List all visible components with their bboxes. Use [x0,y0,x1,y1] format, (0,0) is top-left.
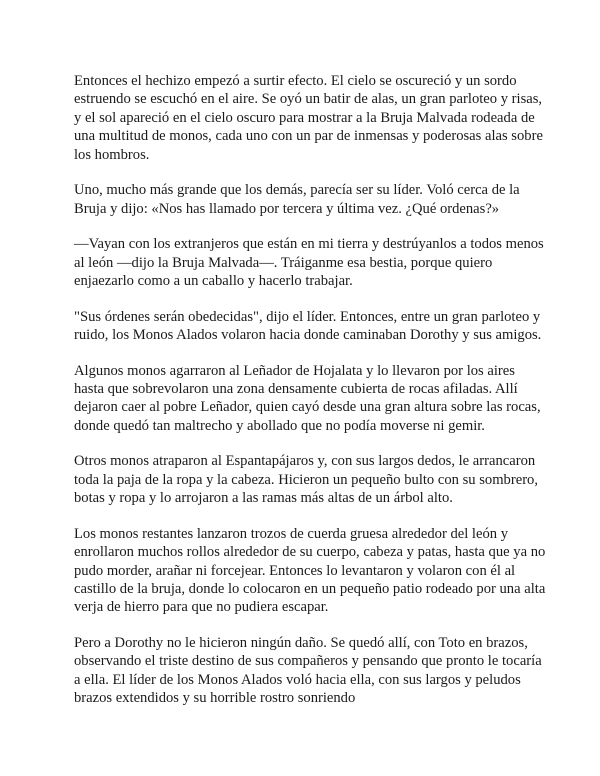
paragraph-4: "Sus órdenes serán obedecidas", dijo el líder. Entonces, entre un gran parloteo y ruido, los Monos Alados volaron hacia donde caminaban Dorothy y sus amigos. [74,308,542,344]
document-page [74,72,546,708]
paragraph-5: Algunos monos agarraron al Leñador de Hojalata y lo llevaron por los aires hasta que sobrevolaron una zona densamente cubierta de rocas afiladas. Allí dejaron caer al pobre Leñador, quien cayó desde una gran altura sobre las rocas, donde quedó tan maltrecho y abollado que no podía moverse ni gemir. [74,362,541,434]
paragraph-2: Uno, mucho más grande que los demás, parecía ser su líder. Voló cerca de la Bruja y dijo: «Nos has llamado por tercera y última vez. ¿Qué ordenas?» [74,182,520,217]
paragraph-7: Los monos restantes lanzaron trozos de cuerda gruesa alrededor del león y enrollaron muchos rollos alrededor de su cuerpo, cabeza y patas, hasta que ya no pudo morder, arañar ni forcejear. Entonces lo levantaron y volaron con él al castillo de la bruja, donde lo colocaron en un pequeño patio rodeado por una alta verja de hierro para que no pudiera escapar. [74,525,546,616]
paragraph-6: Otros monos atraparon al Espantapájaros y, con sus largos dedos, le arrancaron toda la paja de la ropa y la cabeza. Hicieron un pequeño bulto con su sombrero, botas y ropa y lo arrojaron a las ramas más altas de un árbol alto. [74,453,538,507]
paragraph-3: —Vayan con los extranjeros que están en mi tierra y destrúyanlos a todos menos al león —dijo la Bruja Malvada—. Tráiganme esa bestia, porque quiero enjaezarlo como a un caballo y hacerlo trabajar. [74,236,544,290]
paragraph-1: Entonces el hechizo empezó a surtir efecto. El cielo se oscureció y un sordo estruendo se escuchó en el aire. Se oyó un batir de alas, un gran parloteo y risas, y el sol apareció en el cielo oscuro para mostrar a la Bruja Malvada rodeada de una multitud de monos, cada uno con un par de inmensas y poderosas alas sobre los hombros. [74,73,543,163]
paragraph-8: Pero a Dorothy no le hicieron ningún daño. Se quedó allí, con Toto en brazos, observando el triste destino de sus compañeros y pensando que pronto le tocaría a ella. El líder de los Monos Alados voló hacia ella, con sus largos y peludos brazos extendidos y su horrible rostro sonriendo [74,635,542,707]
